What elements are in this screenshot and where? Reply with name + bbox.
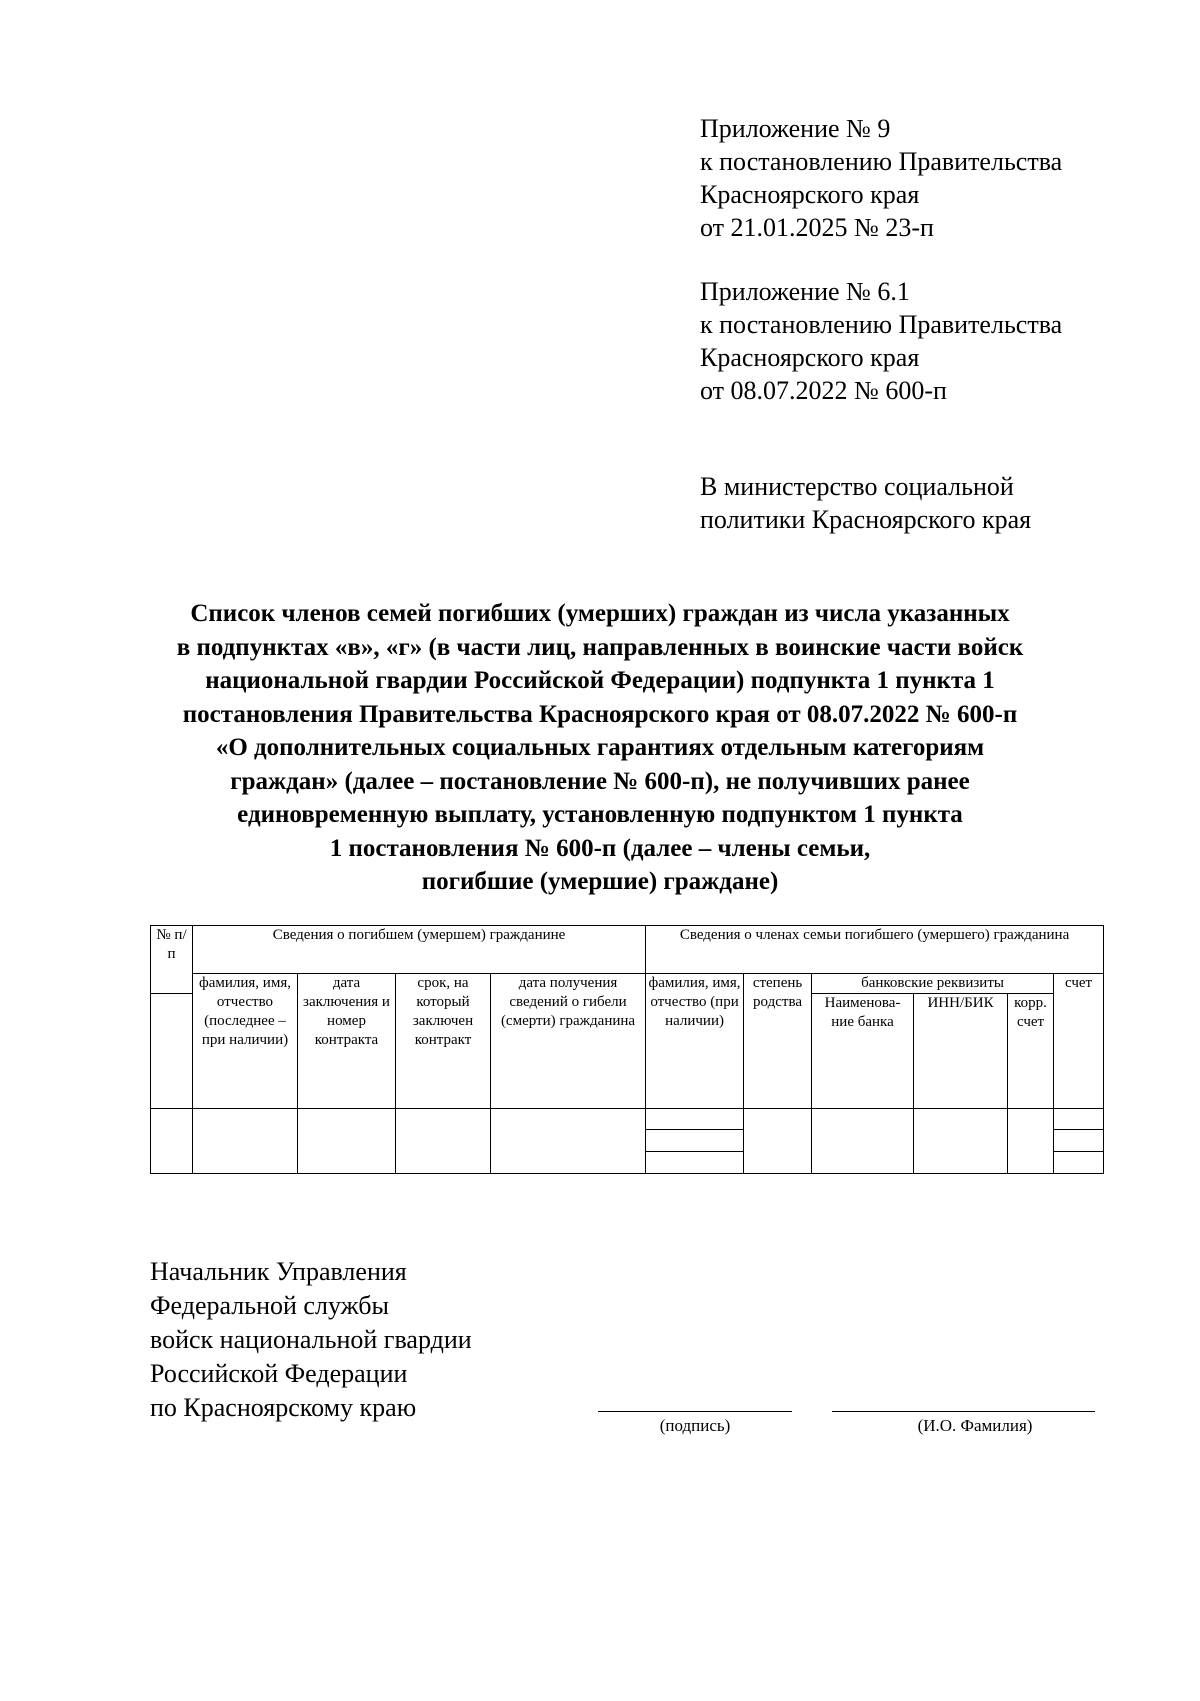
table-cell [744, 1109, 812, 1174]
appendix-9-line: Красноярского края [700, 180, 920, 209]
table-cell [812, 1109, 914, 1174]
header-family-group: Сведения о членах семьи погибшего (умершего) гражданина [646, 926, 1104, 974]
header-contract-date-number: дата заключения и номер контракта [298, 974, 396, 1109]
header-deceased-group: Сведения о погибшем (умершем) гражданине [193, 926, 646, 974]
table-cell [298, 1109, 396, 1174]
table-cell [491, 1109, 646, 1174]
header-bank-name: Наименова-ние банка [812, 994, 914, 1109]
title-line: национальной гвардии Российской Федерации) подпункта 1 пункта 1 [205, 667, 995, 694]
name-line [832, 1411, 1095, 1412]
title-line: Список членов семей погибших (умерших) граждан из числа указанных [190, 600, 1010, 627]
header-bank-details: банковские реквизиты [812, 974, 1054, 994]
table-cell [646, 1130, 744, 1152]
appendix-9-line: от 21.01.2025 № 23-п [700, 213, 934, 242]
title-line: граждан» (далее – постановление № 600-п), не получивших ранее [230, 767, 970, 795]
header-account: счет [1054, 974, 1104, 1109]
table-cell [914, 1109, 1008, 1174]
table-cell [646, 1152, 744, 1174]
header-contract-term: срок, на который заключен контракт [396, 974, 491, 1109]
table-cell [193, 1109, 298, 1174]
addressee-line: В министерство социальной [700, 472, 1014, 501]
title-line: «О дополнительных социальных гарантиях отдельным категориям [215, 734, 985, 761]
signature-caption: (подпись) [659, 1416, 731, 1435]
signer-position-line: Начальник Управления [150, 1257, 407, 1286]
appendix-6-1-line: к постановлению Правительства [700, 310, 1063, 339]
header-death-info-date: дата получения сведений о гибели (смерти) гражданина [491, 974, 646, 1109]
addressee-line: политики Красноярского края [700, 505, 1032, 534]
document-title [100, 597, 1100, 899]
table-cell [1054, 1130, 1104, 1152]
appendix-9-line: Приложение № 9 [700, 114, 891, 143]
table-cell [1054, 1109, 1104, 1130]
signer-position-line: Федеральной службы [150, 1291, 389, 1320]
header-row-number-lower [151, 994, 193, 1109]
header-deceased-full-name: фамилия, имя, отчество (последнее – при наличии) [193, 974, 298, 1109]
appendix-9-line: к постановлению Правительства [700, 147, 1063, 176]
title-line: погибшие (умершие) граждане) [421, 868, 779, 895]
header-row-number: № п/п [151, 926, 193, 994]
name-caption: (И.О. Фамилия) [917, 1416, 1033, 1435]
appendix-6-1-line: Красноярского края [700, 343, 920, 372]
signer-position-line: Российской Федерации [150, 1359, 408, 1388]
table-cell [151, 1109, 193, 1174]
signer-position-line: по Красноярскому краю [150, 1393, 417, 1422]
appendix-6-1-block [700, 275, 1170, 407]
title-line: в подпунктах «в», «г» (в части лиц, направленных в воинские части войск [176, 633, 1024, 661]
signature-block [150, 1255, 472, 1425]
appendix-9-block [700, 112, 1170, 244]
appendix-6-1-line: Приложение № 6.1 [700, 277, 910, 306]
header-kinship: степень родства [744, 974, 812, 1109]
table-cell [1008, 1109, 1054, 1174]
title-line: постановления Правительства Красноярского края от 08.07.2022 № 600-п [182, 700, 1018, 728]
signer-position-line: войск национальной гвардии [150, 1325, 472, 1354]
table-cell [396, 1109, 491, 1174]
addressee-block [700, 470, 1170, 536]
header-corr-account: корр. счет [1008, 994, 1054, 1109]
family-members-table [150, 925, 1104, 1174]
header-inn-bik: ИНН/БИК [914, 994, 1008, 1109]
signature-line [598, 1411, 792, 1412]
table-cell [646, 1109, 744, 1130]
header-family-full-name: фамилия, имя, отчество (при наличии) [646, 974, 744, 1109]
appendix-6-1-line: от 08.07.2022 № 600-п [700, 376, 947, 405]
table-cell [1054, 1152, 1104, 1174]
title-line: 1 постановления № 600-п (далее – члены семьи, [329, 834, 871, 862]
title-line: единовременную выплату, установленную подпунктом 1 пункта [237, 801, 963, 828]
